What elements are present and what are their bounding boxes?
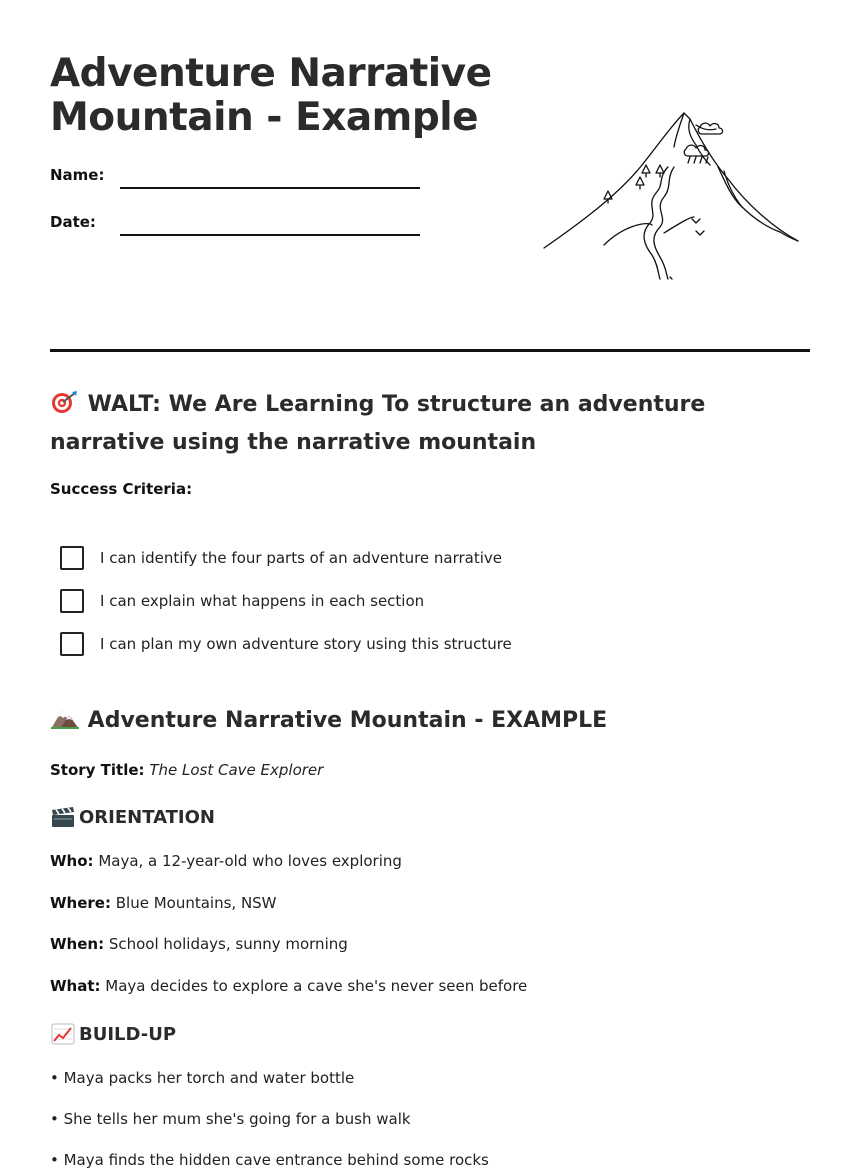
orientation-heading-text: ORIENTATION [79, 806, 215, 828]
target-icon [50, 390, 80, 414]
what-label: What: [50, 977, 101, 995]
story-title [50, 761, 323, 779]
success-criteria-label: Success Criteria: [50, 480, 193, 498]
criteria-item [60, 589, 424, 613]
when-label: When: [50, 935, 105, 953]
where-label: Where: [50, 894, 111, 912]
chart-increasing-icon [50, 1023, 76, 1045]
clapperboard-icon [50, 806, 76, 828]
walt-heading [50, 386, 810, 462]
date-label: Date: [50, 213, 96, 231]
orientation-what [50, 977, 527, 995]
who-label: Who: [50, 852, 94, 870]
criteria-checkbox[interactable] [60, 589, 84, 613]
title-line-2: Mountain - Example [50, 95, 479, 140]
criteria-checkbox[interactable] [60, 632, 84, 656]
criteria-label: I can identify the four parts of an adventure narrative [100, 549, 503, 567]
what-value: Maya decides to explore a cave she's never seen before [105, 977, 528, 995]
orientation-where [50, 894, 277, 912]
criteria-checkbox[interactable] [60, 546, 84, 570]
when-value: School holidays, sunny morning [108, 935, 348, 953]
where-value: Blue Mountains, NSW [115, 894, 277, 912]
list-item: • Maya finds the hidden cave entrance behind some rocks [50, 1151, 489, 1169]
who-value: Maya, a 12-year-old who loves exploring [98, 852, 402, 870]
orientation-who [50, 852, 402, 870]
orientation-heading [50, 806, 215, 828]
build-up-heading-text: BUILD-UP [79, 1023, 177, 1045]
criteria-item [60, 632, 512, 656]
section-divider [50, 349, 810, 352]
page-title [50, 52, 492, 140]
list-item: • Maya packs her torch and water bottle [50, 1069, 355, 1087]
story-title-label: Story Title: [50, 761, 145, 779]
story-title-value: The Lost Cave Explorer [149, 761, 324, 779]
mountain-icon [50, 706, 80, 730]
example-heading [50, 706, 607, 733]
mountain-illustration [540, 105, 802, 285]
walt-text: WALT: We Are Learning To structure an adventure narrative using the narrative mountain [50, 392, 706, 455]
list-item: • She tells her mum she's going for a bush walk [50, 1110, 411, 1128]
example-heading-text: Adventure Narrative Mountain - EXAMPLE [87, 708, 608, 733]
criteria-label: I can explain what happens in each section [100, 592, 425, 610]
criteria-item [60, 546, 502, 570]
criteria-label: I can plan my own adventure story using this structure [100, 635, 512, 653]
orientation-when [50, 935, 348, 953]
date-field[interactable] [120, 234, 420, 236]
build-up-heading [50, 1023, 176, 1045]
title-line-1: Adventure Narrative [50, 51, 492, 96]
name-label: Name: [50, 166, 105, 184]
name-field[interactable] [120, 187, 420, 189]
